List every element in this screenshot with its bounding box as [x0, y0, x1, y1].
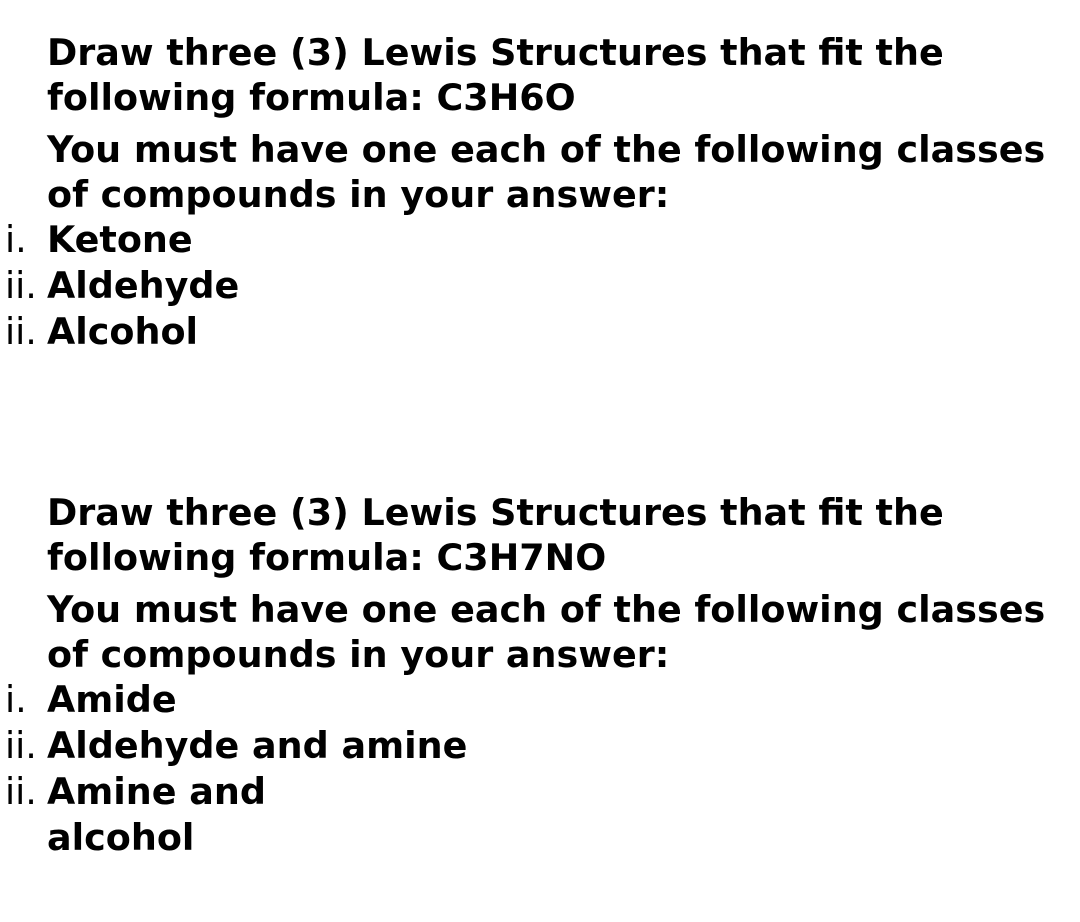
list-item-text: Aldehyde and amine [47, 724, 468, 767]
list-numeral: ii. [5, 724, 37, 767]
instruction-line-1: You must have one each of the following classes [47, 588, 1046, 631]
question-2 [0, 490, 1080, 861]
instruction-line-1: You must have one each of the following classes [47, 128, 1046, 171]
compound-class-list [0, 677, 1080, 861]
compound-class-list [0, 217, 1080, 355]
list-item [0, 723, 1080, 769]
heading-line-1: Draw three (3) Lewis Structures that fit the [47, 31, 944, 74]
instruction-line-2: of compounds in your answer: [47, 633, 670, 676]
list-item-text: Amine and alcohol [47, 770, 266, 859]
list-numeral: i. [5, 678, 27, 721]
list-numeral: ii. [5, 770, 37, 813]
list-item-text: Ketone [47, 218, 193, 261]
list-numeral: ii. [5, 310, 37, 353]
formula-line: following formula: C3H7NO [47, 536, 607, 579]
instruction-line-2: of compounds in your answer: [47, 173, 670, 216]
question-instruction [0, 127, 1080, 217]
question-instruction [0, 587, 1080, 677]
list-item [0, 769, 1080, 861]
list-item-text: Amide [47, 678, 177, 721]
list-item [0, 309, 1080, 355]
list-numeral: i. [5, 218, 27, 261]
list-numeral: ii. [5, 264, 37, 307]
question-heading [0, 30, 1080, 120]
list-item-text: Aldehyde [47, 264, 240, 307]
list-item-text: Alcohol [47, 310, 199, 353]
formula-line: following formula: C3H6O [47, 76, 576, 119]
question-heading [0, 490, 1080, 580]
question-1 [0, 30, 1080, 355]
heading-line-1: Draw three (3) Lewis Structures that fit the [47, 491, 944, 534]
list-item [0, 217, 1080, 263]
list-item [0, 263, 1080, 309]
list-item [0, 677, 1080, 723]
